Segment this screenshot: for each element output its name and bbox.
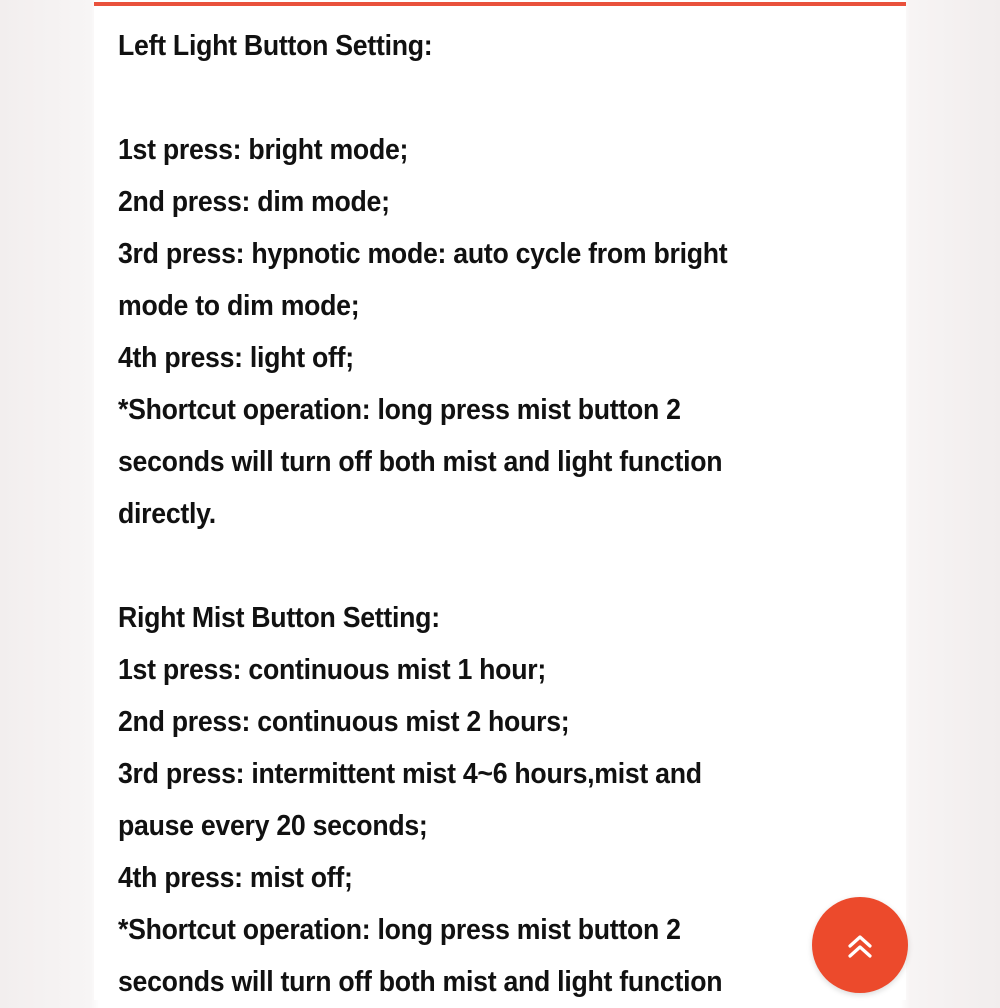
right-line-3: 3rd press: intermittent mist 4~6 hours,mist and bbox=[118, 758, 702, 790]
accent-divider bbox=[94, 2, 906, 6]
double-chevron-up-icon bbox=[846, 933, 874, 959]
left-line-7: seconds will turn off both mist and light function bbox=[118, 446, 723, 478]
right-line-1: 1st press: continuous mist 1 hour; bbox=[118, 654, 546, 686]
right-line-7: seconds will turn off both mist and light function bbox=[118, 966, 723, 998]
paragraph-spacer bbox=[118, 540, 838, 592]
left-line-6: *Shortcut operation: long press mist button 2 bbox=[118, 394, 681, 426]
left-line-3: 3rd press: hypnotic mode: auto cycle from bright bbox=[118, 238, 728, 270]
right-line-6: *Shortcut operation: long press mist button 2 bbox=[118, 914, 681, 946]
left-button-heading: Left Light Button Setting: bbox=[118, 30, 433, 62]
right-button-heading: Right Mist Button Setting: bbox=[118, 602, 440, 634]
right-line-5: 4th press: mist off; bbox=[118, 862, 353, 894]
right-line-2: 2nd press: continuous mist 2 hours; bbox=[118, 706, 570, 738]
scroll-to-top-button[interactable] bbox=[812, 897, 908, 993]
left-line-8: directly. bbox=[118, 498, 216, 530]
right-line-4: pause every 20 seconds; bbox=[118, 810, 428, 842]
left-line-5: 4th press: light off; bbox=[118, 342, 354, 374]
article-body bbox=[118, 20, 838, 1008]
left-line-1: 1st press: bright mode; bbox=[118, 134, 409, 166]
paragraph-spacer bbox=[118, 72, 838, 124]
left-line-2: 2nd press: dim mode; bbox=[118, 186, 390, 218]
left-line-4: mode to dim mode; bbox=[118, 290, 360, 322]
